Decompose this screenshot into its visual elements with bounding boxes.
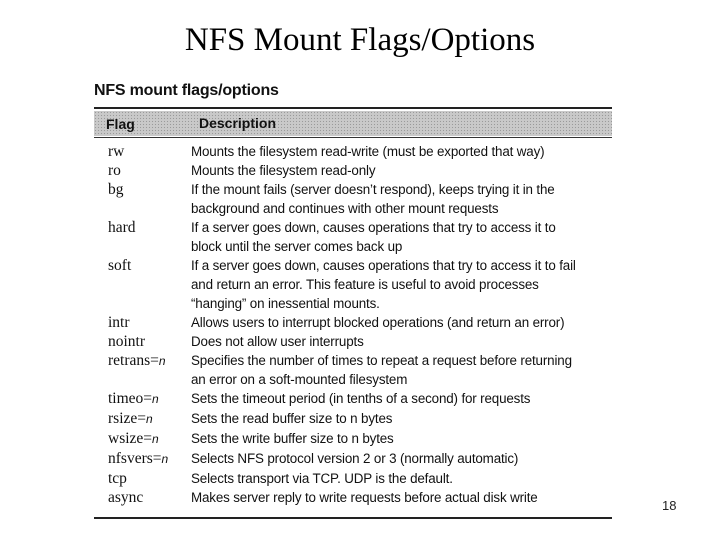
description-line: Specifies the number of times to repeat a request before returning [191,353,572,368]
table-row [94,449,612,469]
flag-cell [94,469,191,488]
flag-cell [94,142,191,161]
description-cell [191,449,612,469]
flag-cell [94,449,191,469]
description-line: Sets the read buffer size to n bytes [191,411,393,426]
table-title: NFS mount flags/options [94,82,279,99]
flag-cell [94,409,191,429]
flag-name: timeo= [108,390,153,407]
flag-cell [94,332,191,351]
flag-name: tcp [108,470,127,487]
flag-cell [94,313,191,332]
table-row [94,389,612,409]
description-line: Does not allow user interrupts [191,334,364,349]
description-cell [191,218,612,256]
table-row [94,488,612,507]
description-line: If the mount fails (server doesn’t respond), keeps trying it in the [191,182,555,197]
table-rows [94,142,612,507]
flag-name: async [108,489,144,506]
description-cell [191,180,612,218]
flag-argument: n [152,432,159,446]
bottom-rule [94,517,612,519]
page-number: 18 [662,498,677,513]
description-cell [191,332,612,351]
flag-name: nfsvers= [108,450,162,467]
table-row [94,469,612,488]
header-rule [94,137,612,138]
table-row [94,161,612,180]
table-row [94,332,612,351]
flag-cell [94,256,191,313]
description-line: background and continues with other mount requests [191,201,499,216]
slide-title: NFS Mount Flags/Options [184,22,536,58]
description-line: block until the server comes back up [191,239,403,254]
table-row [94,142,612,161]
description-line: Sets the timeout period (in tenths of a second) for requests [191,391,531,406]
table-row [94,313,612,332]
flag-cell [94,351,191,389]
flag-name: intr [108,314,130,331]
description-line: Makes server reply to write requests before actual disk write [191,490,538,505]
description-cell [191,469,612,488]
description-line: “hanging” on inessential mounts. [191,296,380,311]
description-cell [191,351,612,389]
description-line: Mounts the filesystem read-write (must be exported that way) [191,144,545,159]
flag-cell [94,161,191,180]
flag-cell [94,218,191,256]
description-line: Allows users to interrupt blocked operations (and return an error) [191,315,565,330]
flag-cell [94,180,191,218]
flag-cell [94,488,191,507]
description-line: If a server goes down, causes operations that try to access it to fail [191,258,576,273]
flag-argument: n [161,452,169,466]
description-cell [191,488,612,507]
flag-name: wsize= [108,430,153,447]
description-cell [191,142,612,161]
table-row [94,218,612,256]
flag-name: bg [108,181,124,198]
table-row [94,429,612,449]
description-cell [191,161,612,180]
flag-cell [94,429,191,449]
description-cell [191,409,612,429]
table-row [94,409,612,429]
description-line: If a server goes down, causes operations that try to access it to [191,220,556,235]
description-cell [191,313,612,332]
description-line: Selects transport via TCP. UDP is the default. [191,471,453,486]
table-row [94,180,612,218]
header-flag: Flag [106,116,135,132]
flag-name: retrans= [108,352,159,369]
table-scan [90,80,612,520]
description-line: and return an error. This feature is useful to avoid processes [191,277,539,292]
flag-cell [94,389,191,409]
description-cell [191,429,612,449]
flag-argument: n [152,392,159,406]
description-cell [191,389,612,409]
description-line: Sets the write buffer size to n bytes [191,431,394,446]
table-header [94,111,612,136]
header-description: Description [199,115,277,131]
flag-argument: n [158,354,166,368]
description-cell [191,256,612,313]
flag-argument: n [146,412,153,426]
top-rule [94,107,612,109]
description-line: Selects NFS protocol version 2 or 3 (normally automatic) [191,451,519,466]
flag-name: ro [108,162,121,179]
flag-name: rsize= [108,410,147,427]
flag-name: nointr [108,333,146,350]
table-row [94,256,612,313]
flag-name: soft [108,257,132,274]
flag-name: rw [108,143,125,160]
description-line: Mounts the filesystem read-only [191,163,376,178]
flag-name: hard [108,219,136,236]
table-row [94,351,612,389]
description-line: an error on a soft-mounted filesystem [191,372,408,387]
